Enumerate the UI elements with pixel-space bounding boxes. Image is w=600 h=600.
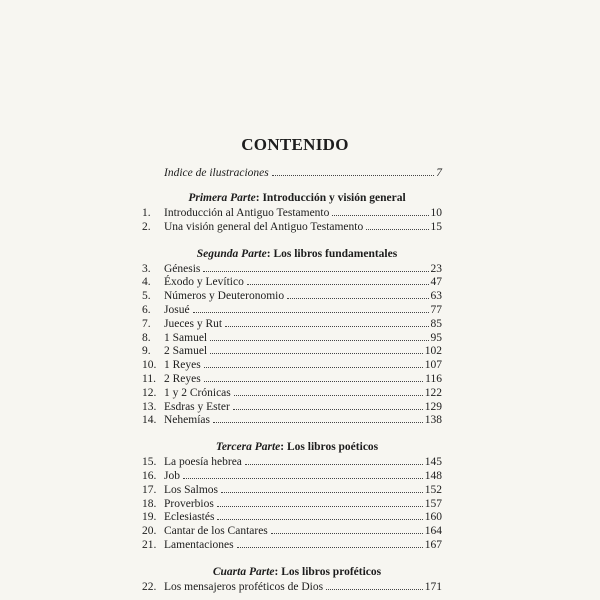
section-colon: : — [274, 565, 279, 578]
toc-entry — [142, 470, 442, 484]
toc-entry — [142, 207, 442, 221]
toc-entry-page: 152 — [424, 483, 442, 496]
section-header — [142, 565, 442, 579]
toc-entry — [142, 332, 442, 346]
section-part-label: Segunda Parte — [196, 247, 267, 260]
dot-leader — [203, 271, 428, 272]
toc-entry — [142, 511, 442, 525]
dot-leader — [272, 175, 434, 176]
section-colon: : — [255, 192, 260, 204]
toc-entry-label: Proverbios — [164, 497, 214, 510]
dot-leader — [326, 589, 423, 590]
dot-leader — [237, 547, 423, 548]
toc-entry-label: Indice de ilustraciones — [164, 167, 269, 179]
toc-entry — [142, 359, 442, 373]
section-header — [142, 440, 442, 454]
toc-entry-page: 171 — [424, 580, 442, 593]
toc-entry-number: 3. — [142, 262, 151, 275]
toc-entry-page: 85 — [430, 317, 442, 330]
toc-entry-number: 13. — [142, 400, 157, 413]
toc-entry — [142, 498, 442, 512]
toc-entry-label: 1 Reyes — [164, 359, 201, 372]
toc-entry — [142, 318, 442, 332]
toc-entry — [142, 304, 442, 318]
toc-entry-number: 8. — [142, 331, 151, 344]
toc-entry-label: Éxodo y Levítico — [164, 276, 244, 289]
toc-entry-label: Job — [164, 469, 180, 482]
toc-entry-page: 10 — [430, 207, 442, 219]
toc-entry-page: 116 — [425, 372, 442, 385]
section-header — [142, 247, 442, 261]
toc-entry-number: 6. — [142, 303, 151, 316]
toc-entry-number: 21. — [142, 538, 157, 551]
dot-leader — [183, 478, 423, 479]
toc-entry-number: 1. — [142, 207, 151, 219]
toc-entry-label: Números y Deuteronomio — [164, 290, 285, 303]
toc-entry — [142, 373, 442, 387]
toc-entry-label: 1 Samuel — [164, 331, 208, 344]
toc-entry-label: 1 y 2 Crónicas — [164, 386, 231, 399]
dot-leader — [210, 353, 423, 354]
toc-entry — [142, 276, 442, 290]
dot-leader — [271, 533, 423, 534]
toc-section — [142, 247, 442, 429]
toc-entry — [142, 263, 442, 277]
toc-entry-number: 19. — [142, 511, 157, 524]
dot-leader — [204, 367, 423, 368]
toc-entry-number: 14. — [142, 414, 157, 427]
toc-entry — [142, 414, 442, 428]
toc-entry-page: 7 — [436, 167, 442, 179]
toc-entry-page: 157 — [424, 497, 442, 510]
toc-entry-label: Génesis — [164, 262, 201, 275]
toc-entry-number: 22. — [142, 580, 157, 593]
section-title: Los libros fundamentales — [270, 247, 398, 260]
toc-entry-label: Los mensajeros proféticos de Dios — [164, 580, 324, 593]
toc-entry-page: 95 — [430, 331, 442, 344]
dot-leader — [287, 298, 428, 299]
toc-entry-number: 4. — [142, 276, 151, 289]
toc-sections — [142, 191, 442, 595]
toc-entry — [142, 525, 442, 539]
toc-entry-number: 18. — [142, 497, 157, 510]
dot-leader — [193, 312, 429, 313]
toc-entry-number: 10. — [142, 359, 157, 372]
toc-entry — [142, 345, 442, 359]
toc-entry-page: 107 — [424, 359, 442, 372]
toc-entry-label: La poesía hebrea — [164, 456, 242, 469]
section-part-label: Cuarta Parte — [212, 565, 275, 578]
section-colon: : — [266, 247, 271, 260]
dot-leader — [225, 326, 428, 327]
toc-entry — [142, 581, 442, 595]
section-colon: : — [280, 441, 285, 454]
toc-entry-number: 16. — [142, 469, 157, 482]
dot-leader — [234, 395, 423, 396]
toc-entry — [142, 456, 442, 470]
toc-entry-page: 23 — [430, 262, 442, 275]
toc-entry-label: Nehemías — [164, 414, 210, 427]
dot-leader — [204, 381, 423, 382]
toc-entry-label: 2 Samuel — [164, 345, 208, 358]
toc-section — [142, 440, 442, 553]
dot-leader — [217, 519, 422, 520]
toc-entry-number: 15. — [142, 456, 157, 469]
dot-leader — [213, 422, 423, 423]
toc-section — [142, 565, 442, 595]
toc-entry-label: Esdras y Ester — [164, 400, 230, 413]
toc-entry-number: 11. — [142, 372, 156, 385]
dot-leader — [233, 409, 423, 410]
dot-leader — [247, 284, 429, 285]
dot-leader — [332, 215, 428, 216]
toc-entry — [142, 484, 442, 498]
toc-entry-number: 7. — [142, 317, 151, 330]
toc-entry-page: 129 — [424, 400, 442, 413]
toc-entry-page: 145 — [424, 456, 442, 469]
toc-entry-page: 160 — [424, 511, 442, 524]
toc-section — [142, 191, 442, 235]
section-part-label: Tercera Parte — [215, 441, 281, 454]
toc-entry-label: Eclesiastés — [164, 511, 215, 524]
section-title: Los libros poéticos — [284, 441, 379, 454]
dot-leader — [366, 229, 428, 230]
toc-entry-page: 167 — [424, 538, 442, 551]
toc-entry-page: 102 — [424, 345, 442, 358]
toc-entry-page: 122 — [424, 386, 442, 399]
toc-entry-label: Los Salmos — [164, 483, 218, 496]
toc-intro-entry — [164, 166, 442, 180]
section-title: Introducción y visión general — [259, 192, 406, 204]
toc-entry-number: 20. — [142, 525, 157, 538]
toc-entry — [142, 401, 442, 415]
toc-entry-label: Josué — [164, 303, 190, 316]
toc-entry-label: Lamentaciones — [164, 538, 234, 551]
dot-leader — [245, 464, 423, 465]
toc-entry-label: Una visión general del Antiguo Testamento — [164, 220, 364, 233]
toc-entry-number: 17. — [142, 483, 157, 496]
toc-entry-page: 77 — [430, 303, 442, 316]
toc-entry-number: 9. — [142, 345, 151, 358]
page-title: CONTENIDO — [241, 135, 349, 154]
toc-entry-number: 2. — [142, 220, 151, 233]
toc-entry-page: 138 — [424, 414, 442, 427]
section-title: Los libros proféticos — [278, 565, 382, 578]
dot-leader — [210, 340, 428, 341]
dot-leader — [221, 492, 423, 493]
toc-entry-label: Jueces y Rut — [164, 317, 223, 330]
toc-entry-page: 15 — [430, 220, 442, 233]
dot-leader — [217, 506, 423, 507]
toc-entry-number: 5. — [142, 290, 151, 303]
toc-entry-label: 2 Reyes — [164, 372, 201, 385]
toc-entry-page: 47 — [430, 276, 442, 289]
toc-entry-page: 164 — [424, 525, 442, 538]
toc-entry — [142, 221, 442, 235]
section-header — [142, 191, 442, 205]
toc-entry-label: Introducción al Antiguo Testamento — [164, 207, 330, 219]
toc-entry — [142, 387, 442, 401]
toc-entry-label: Cantar de los Cantares — [164, 525, 268, 538]
toc-entry-page: 148 — [424, 469, 442, 482]
toc-entry — [142, 290, 442, 304]
section-part-label: Primera Parte — [188, 192, 256, 204]
table-of-contents — [142, 135, 442, 600]
toc-entry-page: 63 — [430, 290, 442, 303]
toc-entry — [142, 539, 442, 553]
toc-entry-number: 12. — [142, 386, 157, 399]
